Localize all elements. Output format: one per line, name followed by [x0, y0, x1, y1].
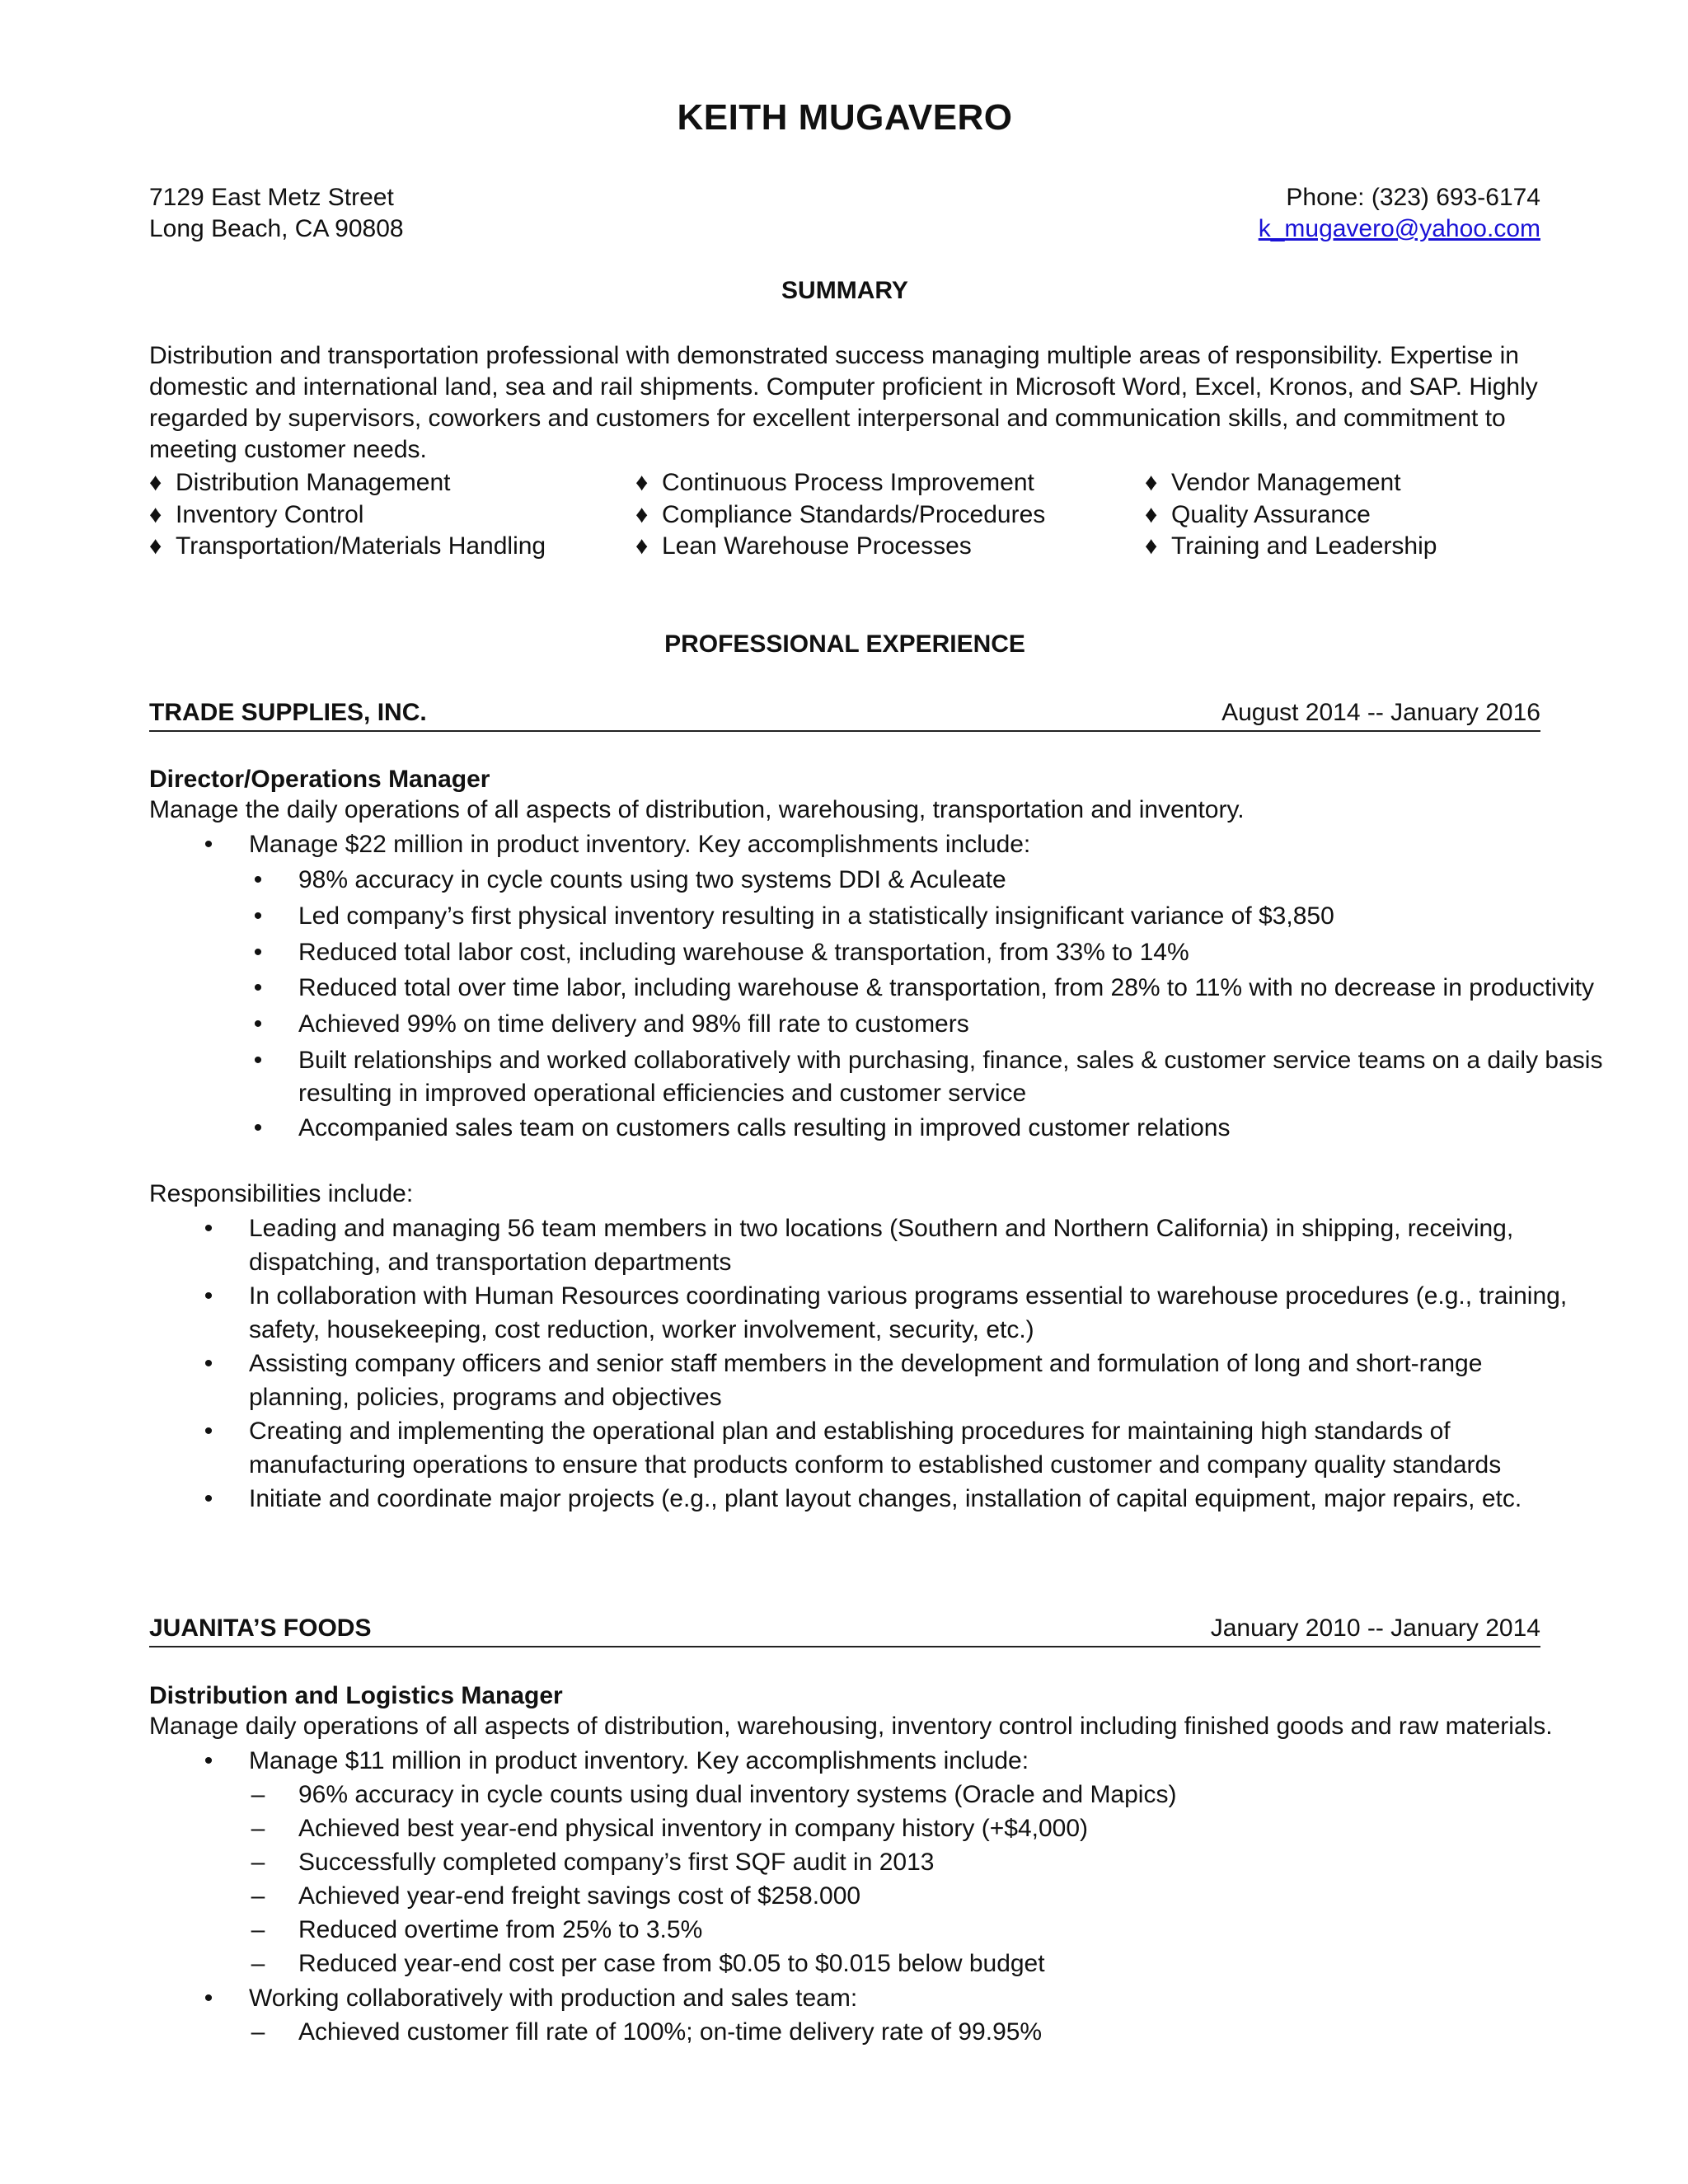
skill-item: ♦ Transportation/Materials Handling	[149, 531, 546, 563]
email-link[interactable]: k_mugavero@yahoo.com	[1258, 215, 1540, 242]
responsibilities-label: Responsibilities include:	[149, 1180, 414, 1207]
dash-bullet-icon: –	[251, 1815, 265, 1842]
skill-item: ♦ Continuous Process Improvement	[635, 467, 1045, 499]
summary-heading: SUMMARY	[781, 277, 908, 304]
skills-column-1	[149, 467, 546, 563]
employment-dates: January 2010 -- January 2014	[1210, 1615, 1540, 1642]
job-title: Distribution and Logistics Manager	[149, 1682, 563, 1709]
company-name: JUANITA’S FOODS	[149, 1615, 372, 1642]
bullet-icon: •	[253, 866, 263, 893]
dash-bullet-icon: –	[251, 1849, 265, 1876]
bullet-icon: •	[253, 1010, 263, 1038]
skill-item: ♦ Training and Leadership	[1145, 531, 1437, 563]
diamond-bullet-icon: ♦	[635, 469, 649, 496]
skill-item: ♦ Compliance Standards/Procedures	[635, 499, 1045, 532]
address-line-2: Long Beach, CA 90808	[149, 215, 404, 242]
bullet-icon: •	[253, 974, 263, 1001]
skill-item: ♦ Quality Assurance	[1145, 499, 1437, 532]
diamond-bullet-icon: ♦	[1145, 532, 1158, 560]
phone-number: Phone: (323) 693-6174	[1286, 184, 1540, 211]
bullet-icon: •	[204, 1418, 213, 1445]
diamond-bullet-icon: ♦	[149, 532, 162, 560]
skill-item: ♦ Vendor Management	[1145, 467, 1437, 499]
dash-bullet-icon: –	[251, 1882, 265, 1910]
employment-dates: August 2014 -- January 2016	[1221, 699, 1540, 726]
skills-column-3	[1145, 467, 1437, 563]
diamond-bullet-icon: ♦	[149, 500, 162, 528]
dash-bullet-icon: –	[251, 1781, 265, 1808]
bullet-icon: •	[253, 1047, 263, 1074]
bullet-icon: •	[253, 902, 263, 930]
job-header	[149, 1613, 1540, 1647]
job-description: Manage the daily operations of all aspects of distribution, warehousing, transportation and inventory.	[149, 796, 1245, 823]
address-line-1: 7129 East Metz Street	[149, 184, 394, 211]
candidate-name: KEITH MUGAVERO	[677, 97, 1013, 138]
company-name: TRADE SUPPLIES, INC.	[149, 699, 427, 726]
skills-column-2	[635, 467, 1045, 563]
bullet-icon: •	[204, 1485, 213, 1512]
experience-heading: PROFESSIONAL EXPERIENCE	[664, 630, 1025, 658]
bullet-icon: •	[204, 1985, 213, 2012]
bullet-icon: •	[204, 1282, 213, 1310]
bullet-icon: •	[204, 1215, 213, 1242]
bullet-icon: •	[253, 939, 263, 966]
summary-text: Distribution and transportation professional with demonstrated success managing multiple areas of responsibility. Expertise in domestic and international land, sea and rail shipments. Computer proficient in Microsoft Word, Excel, Kronos, and SAP. Highly regarded by supervisors, coworkers and customers for excellent interpersonal and communication skills, and commitment to meeting customer needs.	[149, 342, 1538, 463]
dash-bullet-icon: –	[251, 1916, 265, 1943]
diamond-bullet-icon: ♦	[635, 500, 649, 528]
skill-item: ♦ Inventory Control	[149, 499, 546, 532]
job-title: Director/Operations Manager	[149, 766, 490, 793]
bullet-icon: •	[204, 1747, 213, 1774]
diamond-bullet-icon: ♦	[1145, 469, 1158, 496]
dash-bullet-icon: –	[251, 1950, 265, 1977]
skill-item: ♦ Lean Warehouse Processes	[635, 531, 1045, 563]
diamond-bullet-icon: ♦	[149, 469, 162, 496]
job-header	[149, 697, 1540, 732]
bullet-icon: •	[204, 831, 213, 858]
bullet-icon: •	[204, 1350, 213, 1377]
bullet-icon: •	[253, 1114, 263, 1141]
diamond-bullet-icon: ♦	[635, 532, 649, 560]
job-description: Manage daily operations of all aspects of distribution, warehousing, inventory control including finished goods and raw materials.	[149, 1713, 1553, 1740]
dash-bullet-icon: –	[251, 2018, 265, 2046]
skill-item: ♦ Distribution Management	[149, 467, 546, 499]
diamond-bullet-icon: ♦	[1145, 500, 1158, 528]
